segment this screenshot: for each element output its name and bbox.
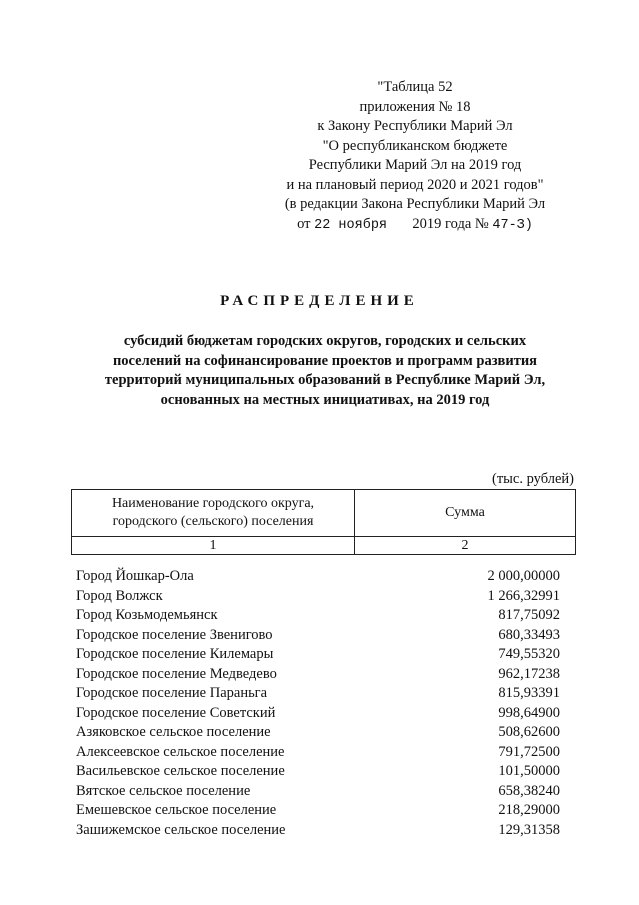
header-date: 22 ноября: [314, 217, 388, 233]
table-row: [76, 684, 560, 704]
row-amount: 817,75092: [498, 607, 560, 623]
appendix-header: [240, 78, 590, 235]
row-name: Васильевское сельское поселение: [76, 763, 285, 779]
subtitle-line: территорий муниципальных образований в Республике Марий Эл,: [104, 372, 546, 388]
table-row: [76, 743, 560, 763]
row-amount: 508,62600: [498, 724, 560, 740]
column-header-amount: Сумма: [355, 490, 576, 537]
row-name: Город Йошкар-Ола: [76, 568, 194, 584]
header-line: (в редакции Закона Республики Марий Эл: [284, 196, 546, 212]
row-name: Азяковское сельское поселение: [76, 724, 271, 740]
header-from: от: [297, 215, 311, 232]
row-amount: 749,55320: [498, 646, 560, 662]
header-last-line: [240, 215, 590, 236]
table-row: [76, 782, 560, 802]
table-row: [76, 626, 560, 646]
column-header-name-line: Наименование городского округа,: [111, 496, 315, 511]
header-line: приложения № 18: [359, 98, 471, 115]
row-amount: 815,93391: [498, 685, 560, 701]
column-number-2: 2: [355, 537, 576, 555]
header-line: и на плановый период 2020 и 2021 годов": [286, 176, 544, 193]
subtitle-line: субсидий бюджетам городских округов, городских и сельских: [123, 333, 527, 349]
table-row: [76, 801, 560, 821]
header-line: к Закону Республики Марий Эл: [317, 118, 513, 134]
row-amount: 1 266,32991: [487, 587, 560, 604]
row-name: Город Волжск: [76, 587, 163, 604]
table-row: [76, 587, 560, 607]
row-name: Городское поселение Советский: [76, 704, 276, 721]
table-row: [76, 645, 560, 665]
row-name: Вятское сельское поселение: [76, 782, 251, 799]
table-row: [76, 723, 560, 743]
row-name: Алексеевское сельское поселение: [76, 743, 285, 760]
table-row: [76, 704, 560, 724]
header-line: Республики Марий Эл на 2019 год: [308, 157, 522, 173]
table-row: [76, 665, 560, 685]
units-label: (тыс. рублей): [492, 471, 574, 487]
row-amount: 129,31358: [498, 821, 560, 838]
row-amount: 101,50000: [498, 763, 560, 779]
row-name: Емешевское сельское поселение: [76, 802, 277, 818]
row-amount: 680,33493: [498, 626, 560, 643]
header-year: 2019 года №: [412, 215, 489, 232]
subtitle-line: основанных на местных инициативах, на 2019 год: [160, 391, 490, 408]
table-row: [76, 606, 560, 626]
row-name: Зашижемское сельское поселение: [76, 821, 286, 838]
column-header-name: [72, 490, 355, 537]
column-number-1: 1: [72, 537, 355, 555]
row-name: Городское поселение Килемары: [76, 646, 274, 662]
header-line: "Таблица 52: [377, 79, 453, 95]
row-amount: 962,17238: [498, 665, 560, 682]
table-row: [76, 567, 560, 587]
row-name: Городское поселение Звенигово: [76, 626, 273, 643]
row-name: Городское поселение Медведево: [76, 665, 277, 682]
row-name: Городское поселение Параньга: [76, 685, 268, 701]
row-amount: 791,72500: [498, 743, 560, 760]
header-law-number: 47-З): [492, 217, 533, 233]
row-amount: 658,38240: [498, 782, 560, 799]
subtitle-line: поселений на софинансирование проектов и программ развития: [112, 352, 538, 369]
table-body: [76, 567, 560, 840]
row-amount: 2 000,00000: [487, 568, 560, 584]
document-subtitle: [60, 332, 590, 410]
column-header-name-line: городского (сельского) поселения: [112, 514, 314, 529]
table-row: [76, 821, 560, 841]
row-amount: 998,64900: [498, 704, 560, 721]
row-name: Город Козьмодемьянск: [76, 607, 218, 623]
header-line: "О республиканском бюджете: [322, 137, 508, 154]
row-amount: 218,29000: [498, 802, 560, 818]
document-title: РАСПРЕДЕЛЕНИЕ: [220, 293, 419, 309]
table-row: [76, 762, 560, 782]
table-header: [71, 489, 576, 555]
